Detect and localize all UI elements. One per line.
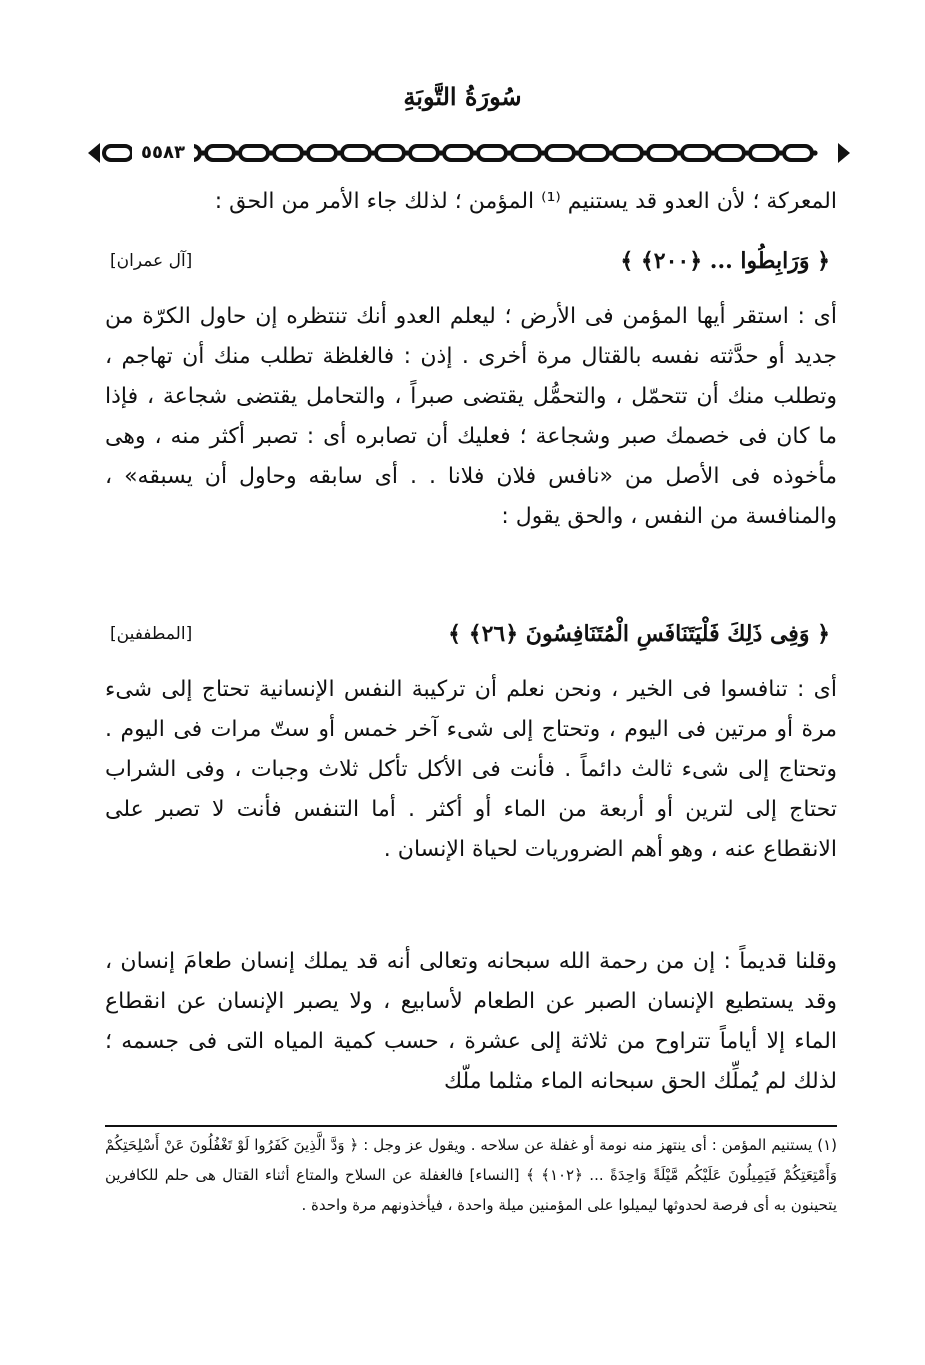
ornament-dot (540, 150, 545, 155)
paragraph-1: المعركة ؛ لأن العدو قد يستنيم ⁽¹⁾ المؤمن ؛ لذلك جاء الأمر من الحق : (214, 189, 837, 214)
page-number: ٥٥٨٣ (132, 138, 194, 168)
ornament-link (512, 146, 540, 160)
ornament-dot (234, 150, 239, 155)
ornament-link (410, 146, 438, 160)
ornament-dot (200, 150, 205, 155)
ornament-dot (404, 150, 409, 155)
ornamental-border-divider (88, 138, 850, 168)
ornament-dot (370, 150, 375, 155)
ornament-link (206, 146, 234, 160)
ornament-link (614, 146, 642, 160)
ornament-link (648, 146, 676, 160)
ornament-link (546, 146, 574, 160)
paragraph-2: أى : استقر أيها المؤمن فى الأرض ؛ ليعلم العدو أنك تنتظره إن حاول الكرّة من جديد أو حدَّثته نفسه بالقتال مرة أخرى . إذن : فالغلظة تطلب منك أن تهاجم ، وتطلب منك أن تتحمّل ، والتحمُّل يقتضى صبراً ، والتحامل يقتضى شجاعة ، فإذا ما كان فى خصمك صبر وشجاعة ؛ فعليك أن تصابره أى : تصبر أكثر منه ، وهى مأخوذه فى الأصل من «نافس فلان فلانا . . أى سابقه وحاول أن يسبقه» ، والمنافسة من النفس ، والحق يقول : (105, 304, 837, 529)
ornament-link (580, 146, 608, 160)
ornament-dot (302, 150, 307, 155)
ornament-dot (812, 150, 817, 155)
footnote: (١) يستنيم المؤمن : أى ينتهز منه نومة أو غفلة عن سلاحه . ويقول عز وجل : ﴿ وَدَّ الَّذِينَ كَفَرُوا لَوْ تَغْفُلُونَ عَنْ أَسْلِحَتِكُمْ وَأَمْتِعَتِكُمْ فَيَمِيلُونَ عَلَيْكُم مَّيْلَةً وَاحِدَةً ... ﴿١٠٢﴾ ﴾ [النساء] فالغفلة عن السلاح والمتاع أثناء القتال هى حلم للكافرين يتحينون به أى فرصة لحدوثها ليميلوا على المؤمنين ميلة واحدة ، فيأخذونهم مرة واحدة . (105, 1136, 837, 1214)
quran-verse-2 (110, 614, 830, 654)
ornament-link (308, 146, 336, 160)
verse-1-text: ﴿ وَرَابِطُوا ... ﴿٢٠٠﴾ ﴾ (620, 248, 830, 274)
ornament-dot (642, 150, 647, 155)
paragraph-3: أى : تنافسوا فى الخير ، ونحن نعلم أن تركيبة النفس الإنسانية تحتاج إلى شىء مرة أو مرتين فى اليوم ، وتحتاج إلى شىء آخر خمس أو ستّ مرات فى اليوم . وتحتاج إلى شىء ثالث دائماً . فأنت فى الأكل تأكل ثلاث وجبات ، وفى الشراب تحتاج إلى لترين أو أربعة من الماء أو أكثر . أما التنفس فأنت لا تصبر على الانقطاع عنه ، وهو أهم الضروريات لحياة الإنسان . (105, 677, 837, 862)
ornament-link (342, 146, 370, 160)
ornament-dot (710, 150, 715, 155)
verse-2-reference: [المطففين] (110, 624, 193, 644)
ornament-link (104, 146, 132, 160)
ornament-dot (336, 150, 341, 155)
surah-title: سُورَةُ التَّوبَةِ (403, 82, 522, 111)
ornament-dot (608, 150, 613, 155)
verse-1-reference: [آل عمران] (110, 251, 193, 271)
ornament-dot (744, 150, 749, 155)
ornament-link (240, 146, 268, 160)
ornament-link (682, 146, 710, 160)
ornament-link (716, 146, 744, 160)
paragraph-4: وقلنا قديماً : إن من رحمة الله سبحانه وتعالى أنه قد يملك إنسان طعامَ إنسان ، وقد يستطيع الإنسان الصبر عن الطعام لأسابيع ، ولا يصبر الإنسان عن انقطاع الماء إلا أياماً تتراوح من ثلاثة إلى عشرة ، حسب كمية المياه التى فى جسمه ؛ لذلك لم يُملِّك الحق سبحانه الماء مثلما ملّك (105, 949, 837, 1094)
ornament-link (478, 146, 506, 160)
ornament-link (784, 146, 812, 160)
ornament-dot (778, 150, 783, 155)
ornament-link (444, 146, 472, 160)
ornament-dot (574, 150, 579, 155)
footnote-separator (105, 1125, 837, 1127)
ornament-link (750, 146, 778, 160)
ornament-link (376, 146, 404, 160)
quran-verse-1 (110, 241, 830, 281)
ornament-dot (438, 150, 443, 155)
ornament-dot (506, 150, 511, 155)
ornament-dot (676, 150, 681, 155)
ornament-dot (472, 150, 477, 155)
ornament-link (274, 146, 302, 160)
ornament-dot (268, 150, 273, 155)
verse-2-text: ﴿ وَفِى ذَلِكَ فَلْيَتَنَافَسِ الْمُتَنَافِسُونَ ﴿٢٦﴾ ﴾ (448, 621, 830, 647)
